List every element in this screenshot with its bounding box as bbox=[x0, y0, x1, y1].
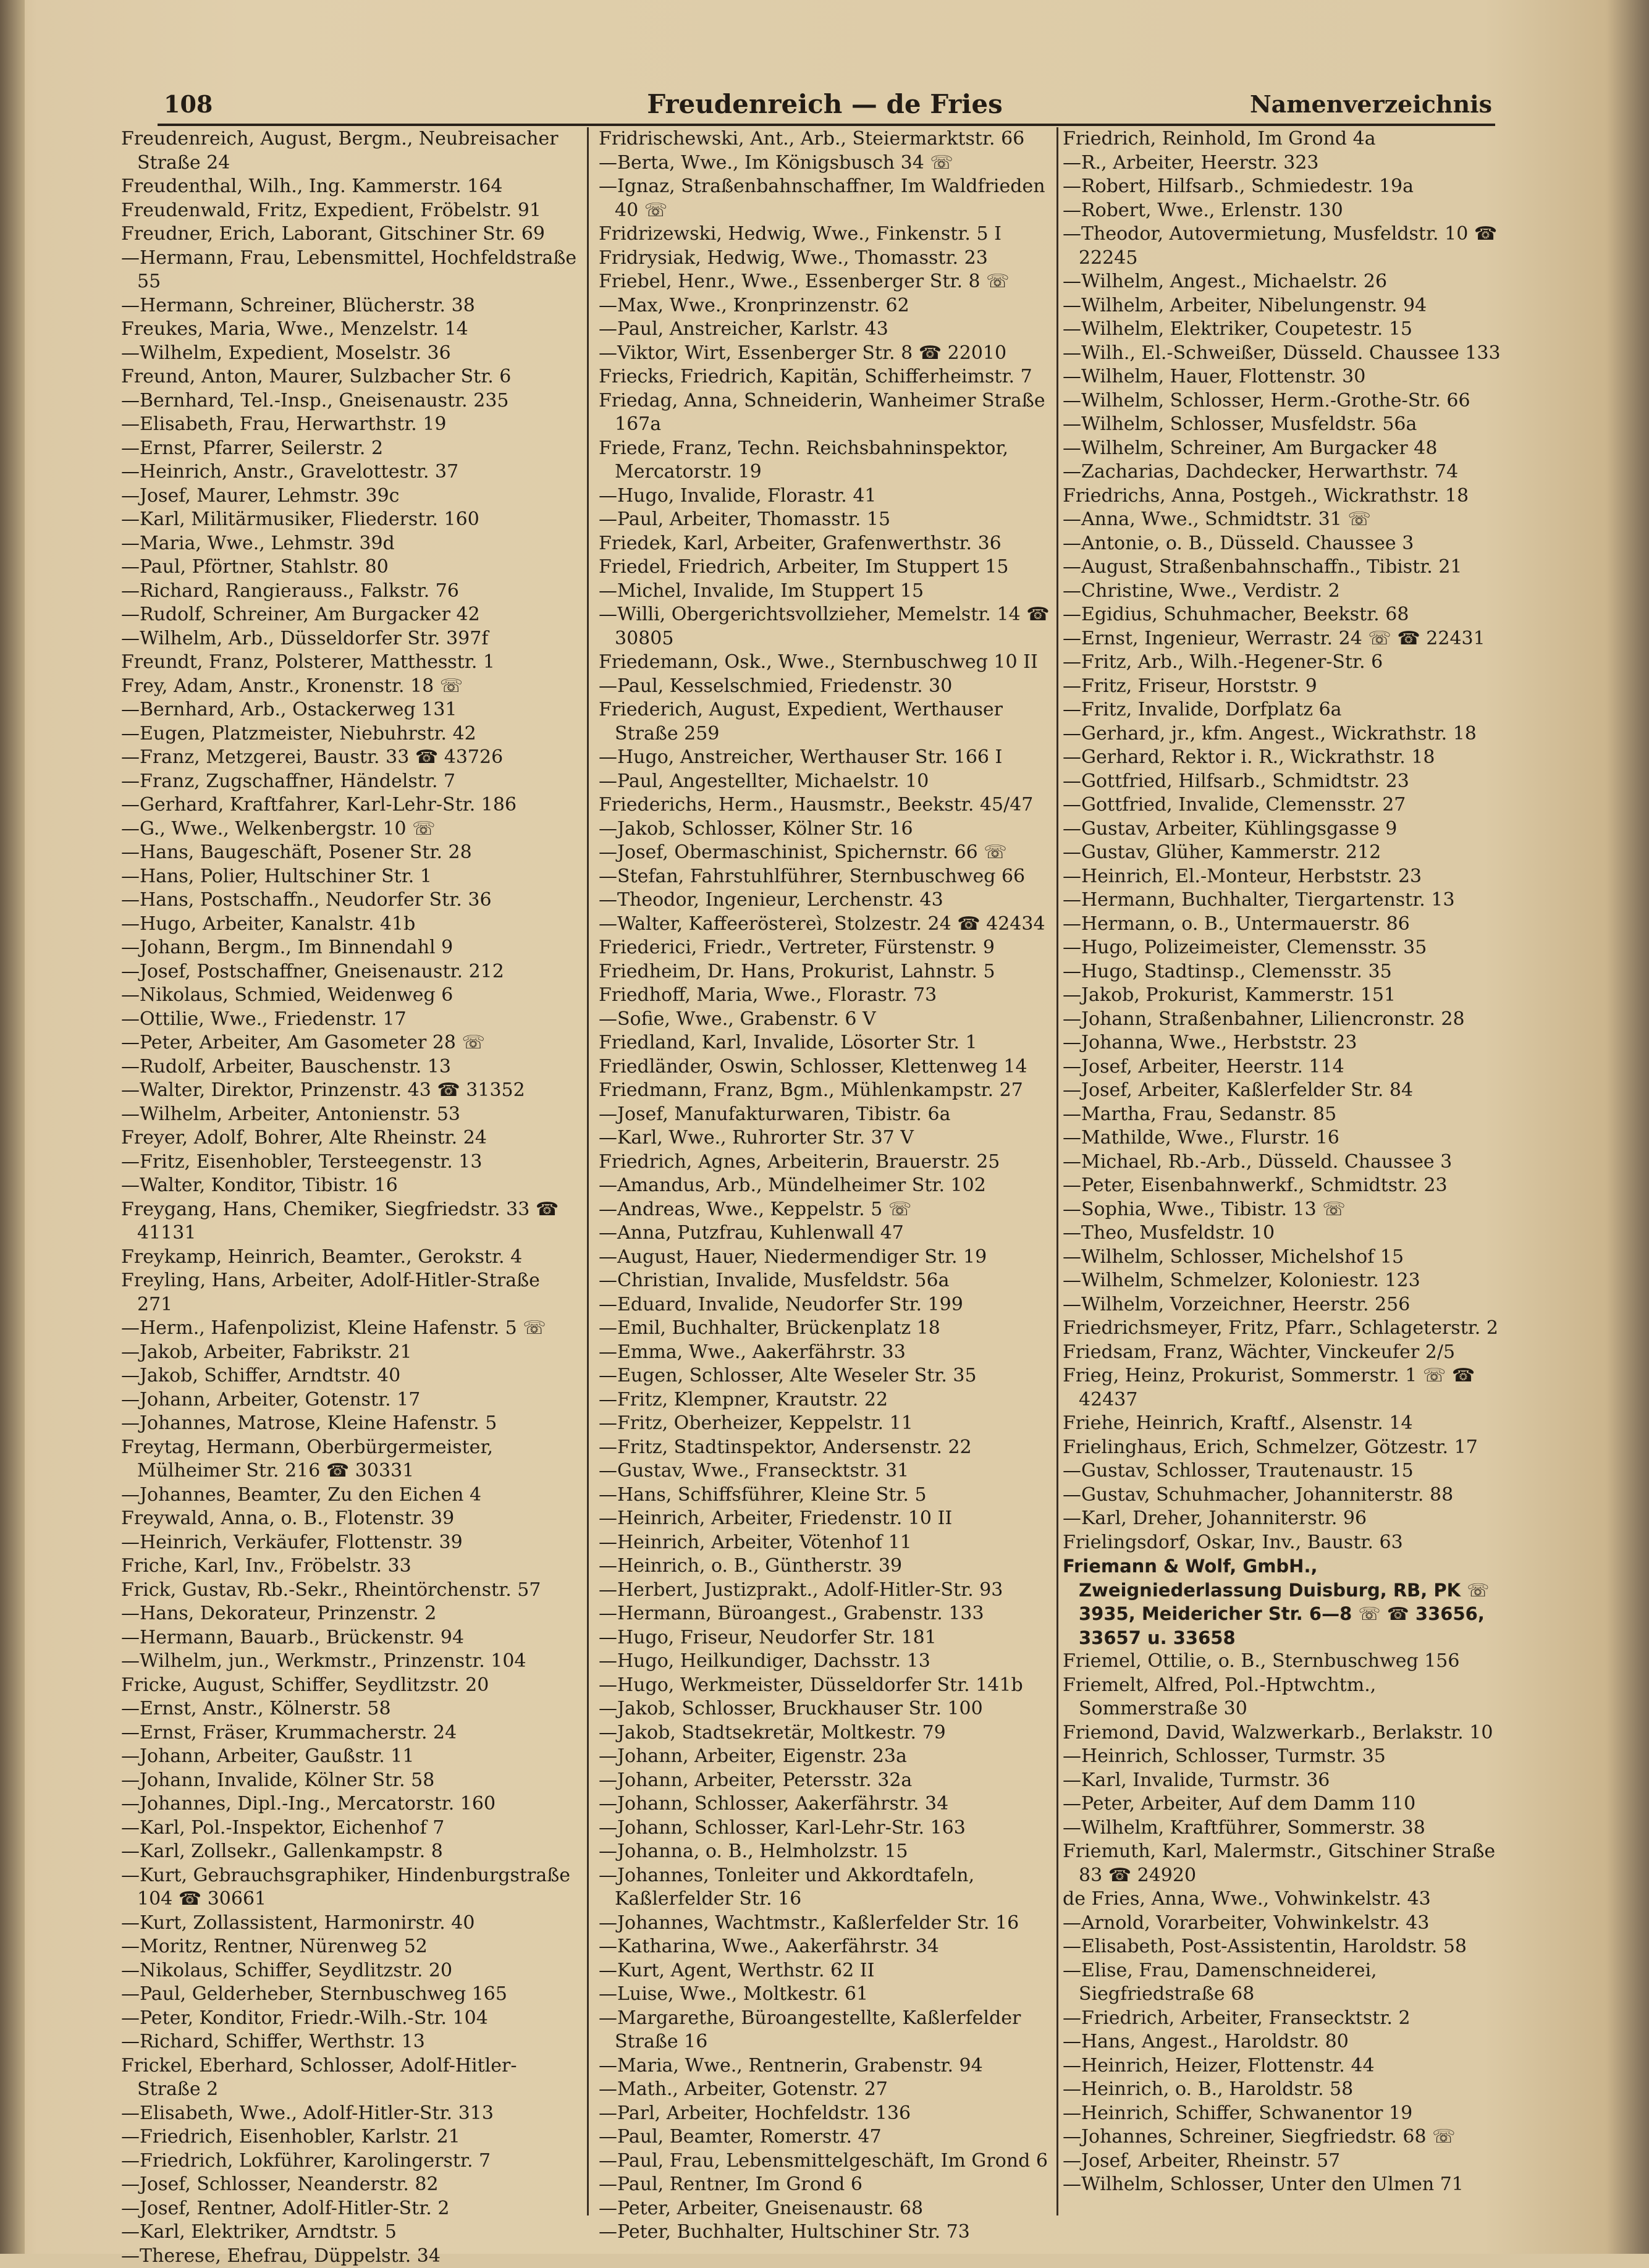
column-divider bbox=[587, 127, 589, 2215]
directory-entry: —Heinrich, Schlosser, Turmstr. 35 bbox=[1063, 1745, 1520, 1769]
directory-entry: —Fritz, Oberheizer, Keppelstr. 11 bbox=[599, 1412, 1053, 1436]
directory-entry: Freytag, Hermann, Oberbürgermeister, Mülheimer Str. 216 ☎ 30331 bbox=[121, 1436, 578, 1483]
directory-entry: —Gustav, Arbeiter, Kühlingsgasse 9 bbox=[1063, 817, 1520, 841]
page-number: 108 bbox=[164, 90, 213, 118]
directory-entry: —Gottfried, Invalide, Clemensstr. 27 bbox=[1063, 793, 1520, 817]
directory-entry: —Wilhelm, Vorzeichner, Heerstr. 256 bbox=[1063, 1293, 1520, 1317]
directory-entry: —Fritz, Invalide, Dorfplatz 6a bbox=[1063, 698, 1520, 722]
directory-entry: —Michel, Invalide, Im Stuppert 15 bbox=[599, 580, 1053, 604]
directory-entry: Friederici, Friedr., Vertreter, Fürstenstr. 9 bbox=[599, 936, 1053, 960]
directory-entry: Friemelt, Alfred, Pol.-Hptwchtm., Sommerstraße 30 bbox=[1063, 1674, 1520, 1721]
directory-entry: Freyer, Adolf, Bohrer, Alte Rheinstr. 24 bbox=[121, 1126, 578, 1150]
directory-entry: Fridrysiak, Hedwig, Wwe., Thomasstr. 23 bbox=[599, 247, 1053, 271]
directory-entry: —Gustav, Glüher, Kammerstr. 212 bbox=[1063, 841, 1520, 865]
directory-entry: —Hugo, Werkmeister, Düsseldorfer Str. 141b bbox=[599, 1674, 1053, 1698]
directory-entry: —Johann, Arbeiter, Gaußstr. 11 bbox=[121, 1745, 578, 1769]
directory-entry: —Hans, Angest., Haroldstr. 80 bbox=[1063, 2030, 1520, 2054]
directory-entry: —Elisabeth, Frau, Herwarthstr. 19 bbox=[121, 413, 578, 437]
directory-entry: —R., Arbeiter, Heerstr. 323 bbox=[1063, 151, 1520, 175]
directory-entry: Friederichs, Herm., Hausmstr., Beekstr. 45/47 bbox=[599, 793, 1053, 817]
directory-entry: —Eugen, Schlosser, Alte Weseler Str. 35 bbox=[599, 1364, 1053, 1388]
directory-entry: —Nikolaus, Schmied, Weidenweg 6 bbox=[121, 984, 578, 1008]
directory-entry: —August, Straßenbahnschaffn., Tibistr. 21 bbox=[1063, 555, 1520, 580]
directory-entry: —Paul, Frau, Lebensmittelgeschäft, Im Grond 6 bbox=[599, 2149, 1053, 2173]
directory-entry: Freywald, Anna, o. B., Flotenstr. 39 bbox=[121, 1507, 578, 1531]
directory-entry: —Sofie, Wwe., Grabenstr. 6 V bbox=[599, 1008, 1053, 1032]
directory-entry: —Fritz, Klempner, Krautstr. 22 bbox=[599, 1388, 1053, 1412]
directory-entry: —Hugo, Polizeimeister, Clemensstr. 35 bbox=[1063, 936, 1520, 960]
directory-entry: —Martha, Frau, Sedanstr. 85 bbox=[1063, 1103, 1520, 1127]
directory-entry: —Johanna, o. B., Helmholzstr. 15 bbox=[599, 1840, 1053, 1864]
directory-entry: —Heinrich, Schiffer, Schwanentor 19 bbox=[1063, 2102, 1520, 2126]
directory-entry: —Stefan, Fahrstuhlführer, Sternbuschweg 66 bbox=[599, 865, 1053, 889]
directory-entry: —Jakob, Arbeiter, Fabrikstr. 21 bbox=[121, 1341, 578, 1365]
directory-entry: —Elise, Frau, Damenschneiderei, Siegfriedstraße 68 bbox=[1063, 1959, 1520, 2007]
directory-entry: —Fritz, Friseur, Horststr. 9 bbox=[1063, 675, 1520, 699]
directory-entry: —Jakob, Schlosser, Kölner Str. 16 bbox=[599, 817, 1053, 841]
directory-entry: —Heinrich, Arbeiter, Friedenstr. 10 II bbox=[599, 1507, 1053, 1531]
directory-entry: —Jakob, Prokurist, Kammerstr. 151 bbox=[1063, 984, 1520, 1008]
directory-entry: —Josef, Obermaschinist, Spichernstr. 66 ☏ bbox=[599, 841, 1053, 865]
directory-entry: —Sophia, Wwe., Tibistr. 13 ☏ bbox=[1063, 1198, 1520, 1222]
directory-entry: —Max, Wwe., Kronprinzenstr. 62 bbox=[599, 294, 1053, 318]
directory-entry: —Arnold, Vorarbeiter, Vohwinkelstr. 43 bbox=[1063, 1912, 1520, 1936]
directory-entry: —Hugo, Anstreicher, Werthauser Str. 166 I bbox=[599, 746, 1053, 770]
directory-entry: —Josef, Maurer, Lehmstr. 39c bbox=[121, 484, 578, 508]
directory-entry: Frey, Adam, Anstr., Kronenstr. 18 ☏ bbox=[121, 675, 578, 699]
directory-entry: Freudner, Erich, Laborant, Gitschiner Str. 69 bbox=[121, 222, 578, 247]
directory-entry: —Math., Arbeiter, Gotenstr. 27 bbox=[599, 2078, 1053, 2102]
directory-entry: Friede, Franz, Techn. Reichsbahninspektor, Mercatorstr. 19 bbox=[599, 437, 1053, 484]
directory-entry: —Emma, Wwe., Aakerfährstr. 33 bbox=[599, 1341, 1053, 1365]
directory-entry: Fridrischewski, Ant., Arb., Steiermarktstr. 66 bbox=[599, 127, 1053, 151]
directory-entry: —Jakob, Schiffer, Arndtstr. 40 bbox=[121, 1364, 578, 1388]
directory-entry: —Maria, Wwe., Lehmstr. 39d bbox=[121, 532, 578, 556]
directory-entry: Friedrichs, Anna, Postgeh., Wickrathstr. 18 bbox=[1063, 484, 1520, 508]
directory-entry: —Christian, Invalide, Musfeldstr. 56a bbox=[599, 1269, 1053, 1293]
directory-entry: Freundt, Franz, Polsterer, Matthesstr. 1 bbox=[121, 651, 578, 675]
directory-entry: —Johann, Arbeiter, Gotenstr. 17 bbox=[121, 1388, 578, 1412]
directory-entry: —Johannes, Dipl.-Ing., Mercatorstr. 160 bbox=[121, 1792, 578, 1816]
directory-entry: —Richard, Schiffer, Werthstr. 13 bbox=[121, 2030, 578, 2054]
directory-entry: —Heinrich, Anstr., Gravelottestr. 37 bbox=[121, 460, 578, 484]
directory-entry: Friebel, Henr., Wwe., Essenberger Str. 8 ☏ bbox=[599, 270, 1053, 294]
directory-entry: —Johannes, Tonleiter und Akkordtafeln, Kaßlerfelder Str. 16 bbox=[599, 1864, 1053, 1912]
directory-entry: Friedrichsmeyer, Fritz, Pfarr., Schlageterstr. 2 bbox=[1063, 1317, 1520, 1341]
directory-entry: —Paul, Beamter, Romerstr. 47 bbox=[599, 2125, 1053, 2149]
directory-entry: —Wilhelm, Schlosser, Unter den Ulmen 71 bbox=[1063, 2173, 1520, 2197]
directory-entry: Friedsam, Franz, Wächter, Vinckeufer 2/5 bbox=[1063, 1341, 1520, 1365]
directory-entry: —Paul, Rentner, Im Grond 6 bbox=[599, 2173, 1053, 2197]
directory-entry: —Herm., Hafenpolizist, Kleine Hafenstr. 5 ☏ bbox=[121, 1317, 578, 1341]
directory-entry: —Emil, Buchhalter, Brückenplatz 18 bbox=[599, 1317, 1053, 1341]
directory-entry: —Josef, Arbeiter, Heerstr. 114 bbox=[1063, 1055, 1520, 1079]
directory-entry: —Wilhelm, Schlosser, Musfeldstr. 56a bbox=[1063, 413, 1520, 437]
directory-entry: —Richard, Rangierauss., Falkstr. 76 bbox=[121, 580, 578, 604]
directory-entry: —Johann, Arbeiter, Eigenstr. 23a bbox=[599, 1745, 1053, 1769]
directory-entry: Friche, Karl, Inv., Fröbelstr. 33 bbox=[121, 1554, 578, 1579]
directory-entry: —Bernhard, Tel.-Insp., Gneisenaustr. 235 bbox=[121, 389, 578, 413]
directory-entry: —Wilhelm, Expedient, Moselstr. 36 bbox=[121, 342, 578, 366]
directory-entry: —Hermann, Schreiner, Blücherstr. 38 bbox=[121, 294, 578, 318]
directory-entry: —Berta, Wwe., Im Königsbusch 34 ☏ bbox=[599, 151, 1053, 175]
directory-entry: —Paul, Kesselschmied, Friedenstr. 30 bbox=[599, 675, 1053, 699]
directory-entry: —Hans, Dekorateur, Prinzenstr. 2 bbox=[121, 1602, 578, 1626]
directory-entry: —Walter, Kaffeeröstereì, Stolzestr. 24 ☎ 42434 bbox=[599, 913, 1053, 937]
directory-entry: —Gerhard, Kraftfahrer, Karl-Lehr-Str. 186 bbox=[121, 793, 578, 817]
directory-entry: —Mathilde, Wwe., Flurstr. 16 bbox=[1063, 1126, 1520, 1150]
directory-entry: —Antonie, o. B., Düsseld. Chaussee 3 bbox=[1063, 532, 1520, 556]
column-divider bbox=[1056, 127, 1058, 2215]
directory-entry: —Wilhelm, Schreiner, Am Burgacker 48 bbox=[1063, 437, 1520, 461]
directory-entry: —Josef, Arbeiter, Kaßlerfelder Str. 84 bbox=[1063, 1079, 1520, 1103]
directory-entry: Friemann & Wolf, GmbH., Zweigniederlassung Duisburg, RB, PK ☏ 3935, Meidericher Str. 6—8 ☏ ☎ 33656, 33657 u. 33658 bbox=[1063, 1554, 1520, 1650]
directory-entry: —Gerhard, Rektor i. R., Wickrathstr. 18 bbox=[1063, 746, 1520, 770]
directory-entry: —Johann, Schlosser, Aakerfährstr. 34 bbox=[599, 1792, 1053, 1816]
directory-entry: —Hermann, Büroangest., Grabenstr. 133 bbox=[599, 1602, 1053, 1626]
directory-entry: —Egidius, Schuhmacher, Beekstr. 68 bbox=[1063, 603, 1520, 627]
directory-entry: —Gottfried, Hilfsarb., Schmidtstr. 23 bbox=[1063, 770, 1520, 794]
directory-entry: —Gustav, Schlosser, Trautenaustr. 15 bbox=[1063, 1459, 1520, 1483]
directory-entry: —Karl, Wwe., Ruhrorter Str. 37 V bbox=[599, 1126, 1053, 1150]
directory-entry: Friederich, August, Expedient, Werthauser Straße 259 bbox=[599, 698, 1053, 746]
directory-entry: —Katharina, Wwe., Aakerfährstr. 34 bbox=[599, 1935, 1053, 1959]
directory-entry: —Viktor, Wirt, Essenberger Str. 8 ☎ 22010 bbox=[599, 342, 1053, 366]
directory-entry: —Gustav, Wwe., Fransecktstr. 31 bbox=[599, 1459, 1053, 1483]
directory-entry: —Maria, Wwe., Rentnerin, Grabenstr. 94 bbox=[599, 2054, 1053, 2078]
directory-entry: —Karl, Dreher, Johanniterstr. 96 bbox=[1063, 1507, 1520, 1531]
directory-entry: Freudenwald, Fritz, Expedient, Fröbelstr. 91 bbox=[121, 199, 578, 223]
directory-entry: —Johann, Schlosser, Karl-Lehr-Str. 163 bbox=[599, 1816, 1053, 1840]
directory-entry: —Fritz, Stadtinspektor, Andersenstr. 22 bbox=[599, 1436, 1053, 1460]
directory-entry: Friedek, Karl, Arbeiter, Grafenwerthstr. 36 bbox=[599, 532, 1053, 556]
directory-entry: Freyling, Hans, Arbeiter, Adolf-Hitler-Straße 271 bbox=[121, 1269, 578, 1317]
directory-entry: —Paul, Pförtner, Stahlstr. 80 bbox=[121, 555, 578, 580]
directory-entry: Friemel, Ottilie, o. B., Sternbuschweg 156 bbox=[1063, 1650, 1520, 1674]
directory-entry: —Peter, Arbeiter, Auf dem Damm 110 bbox=[1063, 1792, 1520, 1816]
directory-entry: —Hugo, Invalide, Florastr. 41 bbox=[599, 484, 1053, 508]
directory-entry: —Heinrich, o. B., Güntherstr. 39 bbox=[599, 1554, 1053, 1579]
directory-entry: —Bernhard, Arb., Ostackerweg 131 bbox=[121, 698, 578, 722]
directory-entry: —Hugo, Friseur, Neudorfer Str. 181 bbox=[599, 1626, 1053, 1650]
directory-entry: —Therese, Ehefrau, Düppelstr. 34 bbox=[121, 2245, 578, 2268]
directory-entry: —Elisabeth, Wwe., Adolf-Hitler-Str. 313 bbox=[121, 2102, 578, 2126]
directory-entry: —Heinrich, Verkäufer, Flottenstr. 39 bbox=[121, 1531, 578, 1555]
directory-entry: Frick, Gustav, Rb.-Sekr., Rheintörchenstr. 57 bbox=[121, 1579, 578, 1603]
directory-entry: —Gerhard, jr., kfm. Angest., Wickrathstr. 18 bbox=[1063, 722, 1520, 746]
directory-entry: —Franz, Zugschaffner, Händelstr. 7 bbox=[121, 770, 578, 794]
directory-entry: —Hermann, Frau, Lebensmittel, Hochfeldstraße 55 bbox=[121, 247, 578, 294]
directory-entry: Friedmann, Franz, Bgm., Mühlenkampstr. 27 bbox=[599, 1079, 1053, 1103]
directory-entry: —Robert, Wwe., Erlenstr. 130 bbox=[1063, 199, 1520, 223]
directory-entry: —Hans, Schiffsführer, Kleine Str. 5 bbox=[599, 1483, 1053, 1507]
directory-entry: —Hans, Baugeschäft, Posener Str. 28 bbox=[121, 841, 578, 865]
directory-entry: —Franz, Metzgerei, Baustr. 33 ☎ 43726 bbox=[121, 746, 578, 770]
directory-entry: —Hans, Postschaffn., Neudorfer Str. 36 bbox=[121, 888, 578, 913]
directory-entry: —Kurt, Agent, Werthstr. 62 II bbox=[599, 1959, 1053, 1983]
directory-entry: —Amandus, Arb., Mündelheimer Str. 102 bbox=[599, 1174, 1053, 1198]
directory-entry: —Jakob, Schlosser, Bruckhauser Str. 100 bbox=[599, 1697, 1053, 1721]
directory-entry: Freudenreich, August, Bergm., Neubreisacher Straße 24 bbox=[121, 127, 578, 175]
directory-entry: —Willi, Obergerichtsvollzieher, Memelstr. 14 ☎ 30805 bbox=[599, 603, 1053, 651]
directory-entry: —Hermann, o. B., Untermauerstr. 86 bbox=[1063, 913, 1520, 937]
directory-entry: —Elisabeth, Post-Assistentin, Haroldstr. 58 bbox=[1063, 1935, 1520, 1959]
header-rule bbox=[158, 124, 1495, 126]
directory-entry: —Peter, Eisenbahnwerkf., Schmidtstr. 23 bbox=[1063, 1174, 1520, 1198]
directory-entry: Friedhoff, Maria, Wwe., Florastr. 73 bbox=[599, 984, 1053, 1008]
directory-entry: —Luise, Wwe., Moltkestr. 61 bbox=[599, 1983, 1053, 2007]
directory-entry: —Hugo, Arbeiter, Kanalstr. 41b bbox=[121, 913, 578, 937]
directory-entry: Freykamp, Heinrich, Beamter., Gerokstr. 4 bbox=[121, 1246, 578, 1270]
directory-entry: —Heinrich, Arbeiter, Vötenhof 11 bbox=[599, 1531, 1053, 1555]
directory-entry: Frielingsdorf, Oskar, Inv., Baustr. 63 bbox=[1063, 1531, 1520, 1555]
directory-entry: —Johannes, Wachtmstr., Kaßlerfelder Str. 16 bbox=[599, 1912, 1053, 1936]
directory-entry: —Hugo, Stadtinsp., Clemensstr. 35 bbox=[1063, 960, 1520, 984]
directory-entry: Friedrich, Reinhold, Im Grond 4a bbox=[1063, 127, 1520, 151]
column-1 bbox=[121, 127, 578, 2215]
directory-entry: —Wilhelm, Angest., Michaelstr. 26 bbox=[1063, 270, 1520, 294]
directory-entry: —Johanna, Wwe., Herbststr. 23 bbox=[1063, 1031, 1520, 1055]
directory-entry: —Kurt, Gebrauchsgraphiker, Hindenburgstraße 104 ☎ 30661 bbox=[121, 1864, 578, 1912]
directory-entry: —Josef, Postschaffner, Gneisenaustr. 212 bbox=[121, 960, 578, 984]
directory-entry: —Ernst, Ingenieur, Werrastr. 24 ☏ ☎ 22431 bbox=[1063, 627, 1520, 651]
directory-entry: —Friedrich, Eisenhobler, Karlstr. 21 bbox=[121, 2125, 578, 2149]
directory-entry: Frieg, Heinz, Prokurist, Sommerstr. 1 ☏ ☎ 42437 bbox=[1063, 1364, 1520, 1412]
directory-entry: —G., Wwe., Welkenbergstr. 10 ☏ bbox=[121, 817, 578, 841]
directory-entry: —Johann, Arbeiter, Petersstr. 32a bbox=[599, 1769, 1053, 1793]
column-2 bbox=[599, 127, 1053, 2215]
column-3 bbox=[1063, 127, 1520, 2215]
directory-entry: Friemuth, Karl, Malermstr., Gitschiner Straße 83 ☎ 24920 bbox=[1063, 1840, 1520, 1887]
directory-entry: —Theo, Musfeldstr. 10 bbox=[1063, 1221, 1520, 1246]
directory-entry: —Josef, Rentner, Adolf-Hitler-Str. 2 bbox=[121, 2197, 578, 2221]
directory-entry: —Theodor, Autovermietung, Musfeldstr. 10 ☎ 22245 bbox=[1063, 222, 1520, 270]
directory-entry: —Theodor, Ingenieur, Lerchenstr. 43 bbox=[599, 888, 1053, 913]
directory-entry: Friedländer, Oswin, Schlosser, Klettenweg 14 bbox=[599, 1055, 1053, 1079]
directory-entry: —Friedrich, Lokführer, Karolingerstr. 7 bbox=[121, 2149, 578, 2173]
directory-entry: —Eduard, Invalide, Neudorfer Str. 199 bbox=[599, 1293, 1053, 1317]
directory-entry: —Wilhelm, Hauer, Flottenstr. 30 bbox=[1063, 365, 1520, 389]
page-header bbox=[158, 86, 1492, 121]
directory-entry: —Hans, Polier, Hultschiner Str. 1 bbox=[121, 865, 578, 889]
directory-entry: —Zacharias, Dachdecker, Herwarthstr. 74 bbox=[1063, 460, 1520, 484]
directory-entry: —Wilhelm, Arb., Düsseldorfer Str. 397f bbox=[121, 627, 578, 651]
directory-entry: Friehe, Heinrich, Kraftf., Alsenstr. 14 bbox=[1063, 1412, 1520, 1436]
directory-entry: Friedemann, Osk., Wwe., Sternbuschweg 10 II bbox=[599, 651, 1053, 675]
directory-entry: —Karl, Pol.-Inspektor, Eichenhof 7 bbox=[121, 1816, 578, 1840]
directory-entry: Freudenthal, Wilh., Ing. Kammerstr. 164 bbox=[121, 175, 578, 199]
directory-entry: de Fries, Anna, Wwe., Vohwinkelstr. 43 bbox=[1063, 1887, 1520, 1912]
directory-entry: —Heinrich, o. B., Haroldstr. 58 bbox=[1063, 2078, 1520, 2102]
directory-entry: —Wilhelm, Arbeiter, Nibelungenstr. 94 bbox=[1063, 294, 1520, 318]
directory-entry: Friedheim, Dr. Hans, Prokurist, Lahnstr. 5 bbox=[599, 960, 1053, 984]
directory-entry: —Margarethe, Büroangestellte, Kaßlerfelder Straße 16 bbox=[599, 2007, 1053, 2054]
directory-entry: —Wilh., El.-Schweißer, Düsseld. Chaussee 133 bbox=[1063, 342, 1520, 366]
directory-entry: —Paul, Anstreicher, Karlstr. 43 bbox=[599, 318, 1053, 342]
running-head: Freudenreich — de Fries bbox=[158, 89, 1492, 119]
directory-entry: Freund, Anton, Maurer, Sulzbacher Str. 6 bbox=[121, 365, 578, 389]
directory-entry: Fridrizewski, Hedwig, Wwe., Finkenstr. 5 I bbox=[599, 222, 1053, 247]
directory-entry: Friecks, Friedrich, Kapitän, Schifferheimstr. 7 bbox=[599, 365, 1053, 389]
directory-entry: —Herbert, Justizprakt., Adolf-Hitler-Str. 93 bbox=[599, 1579, 1053, 1603]
directory-entry: Freukes, Maria, Wwe., Menzelstr. 14 bbox=[121, 318, 578, 342]
directory-entry: —Ottilie, Wwe., Friedenstr. 17 bbox=[121, 1008, 578, 1032]
directory-entry: —Parl, Arbeiter, Hochfeldstr. 136 bbox=[599, 2102, 1053, 2126]
directory-entry: —Anna, Putzfrau, Kuhlenwall 47 bbox=[599, 1221, 1053, 1246]
directory-entry: —Heinrich, Heizer, Flottenstr. 44 bbox=[1063, 2054, 1520, 2078]
directory-entry: —Paul, Gelderheber, Sternbuschweg 165 bbox=[121, 1983, 578, 2007]
directory-entry: Frielinghaus, Erich, Schmelzer, Götzestr. 17 bbox=[1063, 1436, 1520, 1460]
directory-entry: —Paul, Angestellter, Michaelstr. 10 bbox=[599, 770, 1053, 794]
directory-entry: —Karl, Zollsekr., Gallenkampstr. 8 bbox=[121, 1840, 578, 1864]
directory-entry: —Wilhelm, jun., Werkmstr., Prinzenstr. 104 bbox=[121, 1650, 578, 1674]
directory-entry: —Michael, Rb.-Arb., Düsseld. Chaussee 3 bbox=[1063, 1150, 1520, 1174]
directory-entry: Friedag, Anna, Schneiderin, Wanheimer Straße 167a bbox=[599, 389, 1053, 437]
directory-entry: —Peter, Arbeiter, Gneisenaustr. 68 bbox=[599, 2197, 1053, 2221]
book-spine-shadow bbox=[0, 0, 25, 2254]
directory-entry: —Robert, Hilfsarb., Schmiedestr. 19a bbox=[1063, 175, 1520, 199]
directory-entry: —Fritz, Arb., Wilh.-Hegener-Str. 6 bbox=[1063, 651, 1520, 675]
directory-entry: —Wilhelm, Arbeiter, Antonienstr. 53 bbox=[121, 1103, 578, 1127]
directory-entry: —Josef, Arbeiter, Rheinstr. 57 bbox=[1063, 2149, 1520, 2173]
directory-entry: —Friedrich, Arbeiter, Fransecktstr. 2 bbox=[1063, 2007, 1520, 2031]
directory-entry: —Nikolaus, Schiffer, Seydlitzstr. 20 bbox=[121, 1959, 578, 1983]
directory-entry: —Peter, Buchhalter, Hultschiner Str. 73 bbox=[599, 2220, 1053, 2245]
directory-entry: —Rudolf, Arbeiter, Bauschenstr. 13 bbox=[121, 1055, 578, 1079]
directory-entry: —Ernst, Anstr., Kölnerstr. 58 bbox=[121, 1697, 578, 1721]
directory-entry: —Heinrich, El.-Monteur, Herbststr. 23 bbox=[1063, 865, 1520, 889]
directory-entry: Friedel, Friedrich, Arbeiter, Im Stuppert 15 bbox=[599, 555, 1053, 580]
directory-entry: —Peter, Arbeiter, Am Gasometer 28 ☏ bbox=[121, 1031, 578, 1055]
directory-entry: —Johann, Invalide, Kölner Str. 58 bbox=[121, 1769, 578, 1793]
directory-entry: —Christine, Wwe., Verdistr. 2 bbox=[1063, 580, 1520, 604]
directory-entry: —Kurt, Zollassistent, Harmonirstr. 40 bbox=[121, 1912, 578, 1936]
directory-entry: —Walter, Direktor, Prinzenstr. 43 ☎ 31352 bbox=[121, 1079, 578, 1103]
directory-entry: —Hugo, Heilkundiger, Dachsstr. 13 bbox=[599, 1650, 1053, 1674]
directory-entry: —Johann, Bergm., Im Binnendahl 9 bbox=[121, 936, 578, 960]
directory-entry: —Andreas, Wwe., Keppelstr. 5 ☏ bbox=[599, 1198, 1053, 1222]
directory-entry: —Wilhelm, Schmelzer, Koloniestr. 123 bbox=[1063, 1269, 1520, 1293]
directory-entry: —Fritz, Eisenhobler, Tersteegenstr. 13 bbox=[121, 1150, 578, 1174]
directory-entry: —Wilhelm, Schlosser, Herm.-Grothe-Str. 66 bbox=[1063, 389, 1520, 413]
directory-entry: —Wilhelm, Schlosser, Michelshof 15 bbox=[1063, 1246, 1520, 1270]
directory-entry: Fricke, August, Schiffer, Seydlitzstr. 20 bbox=[121, 1674, 578, 1698]
directory-entry: —Peter, Konditor, Friedr.-Wilh.-Str. 104 bbox=[121, 2007, 578, 2031]
directory-entry: —Paul, Arbeiter, Thomasstr. 15 bbox=[599, 508, 1053, 532]
directory-entry: —Karl, Militärmusiker, Fliederstr. 160 bbox=[121, 508, 578, 532]
directory-entry: —Josef, Schlosser, Neanderstr. 82 bbox=[121, 2173, 578, 2197]
directory-entry: Friemond, David, Walzwerkarb., Berlakstr. 10 bbox=[1063, 1721, 1520, 1745]
directory-entry: —August, Hauer, Niedermendiger Str. 19 bbox=[599, 1246, 1053, 1270]
directory-entry: —Anna, Wwe., Schmidtstr. 31 ☏ bbox=[1063, 508, 1520, 532]
directory-entry: Friedrich, Agnes, Arbeiterin, Brauerstr. 25 bbox=[599, 1150, 1053, 1174]
directory-entry: —Johann, Straßenbahner, Liliencronstr. 28 bbox=[1063, 1008, 1520, 1032]
directory-entry: —Ignaz, Straßenbahnschaffner, Im Waldfrieden 40 ☏ bbox=[599, 175, 1053, 222]
directory-entry: —Karl, Invalide, Turmstr. 36 bbox=[1063, 1769, 1520, 1793]
directory-entry: —Moritz, Rentner, Nürenweg 52 bbox=[121, 1935, 578, 1959]
directory-entry: —Gustav, Schuhmacher, Johanniterstr. 88 bbox=[1063, 1483, 1520, 1507]
directory-entry: —Karl, Elektriker, Arndtstr. 5 bbox=[121, 2220, 578, 2245]
directory-entry: —Hermann, Bauarb., Brückenstr. 94 bbox=[121, 1626, 578, 1650]
directory-entry: —Rudolf, Schreiner, Am Burgacker 42 bbox=[121, 603, 578, 627]
directory-entry: —Josef, Manufakturwaren, Tibistr. 6a bbox=[599, 1103, 1053, 1127]
directory-entry: —Walter, Konditor, Tibistr. 16 bbox=[121, 1174, 578, 1198]
directory-entry: —Johannes, Matrose, Kleine Hafenstr. 5 bbox=[121, 1412, 578, 1436]
directory-entry: —Eugen, Platzmeister, Niebuhrstr. 42 bbox=[121, 722, 578, 746]
directory-entry: —Jakob, Stadtsekretär, Moltkestr. 79 bbox=[599, 1721, 1053, 1745]
directory-entry: —Wilhelm, Kraftführer, Sommerstr. 38 bbox=[1063, 1816, 1520, 1840]
directory-entry: —Johannes, Schreiner, Siegfriedstr. 68 ☏ bbox=[1063, 2125, 1520, 2149]
directory-entry: —Hermann, Buchhalter, Tiergartenstr. 13 bbox=[1063, 888, 1520, 913]
directory-entry: —Ernst, Fräser, Krummacherstr. 24 bbox=[121, 1721, 578, 1745]
section-title: Namenverzeichnis bbox=[1250, 90, 1492, 118]
directory-entry: —Ernst, Pfarrer, Seilerstr. 2 bbox=[121, 437, 578, 461]
directory-entry: —Johannes, Beamter, Zu den Eichen 4 bbox=[121, 1483, 578, 1507]
directory-entry: Friedland, Karl, Invalide, Lösorter Str. 1 bbox=[599, 1031, 1053, 1055]
directory-entry: Freygang, Hans, Chemiker, Siegfriedstr. 33 ☎ 41131 bbox=[121, 1198, 578, 1246]
directory-entry: —Wilhelm, Elektriker, Coupetestr. 15 bbox=[1063, 318, 1520, 342]
directory-entry: Frickel, Eberhard, Schlosser, Adolf-Hitler-Straße 2 bbox=[121, 2054, 578, 2102]
